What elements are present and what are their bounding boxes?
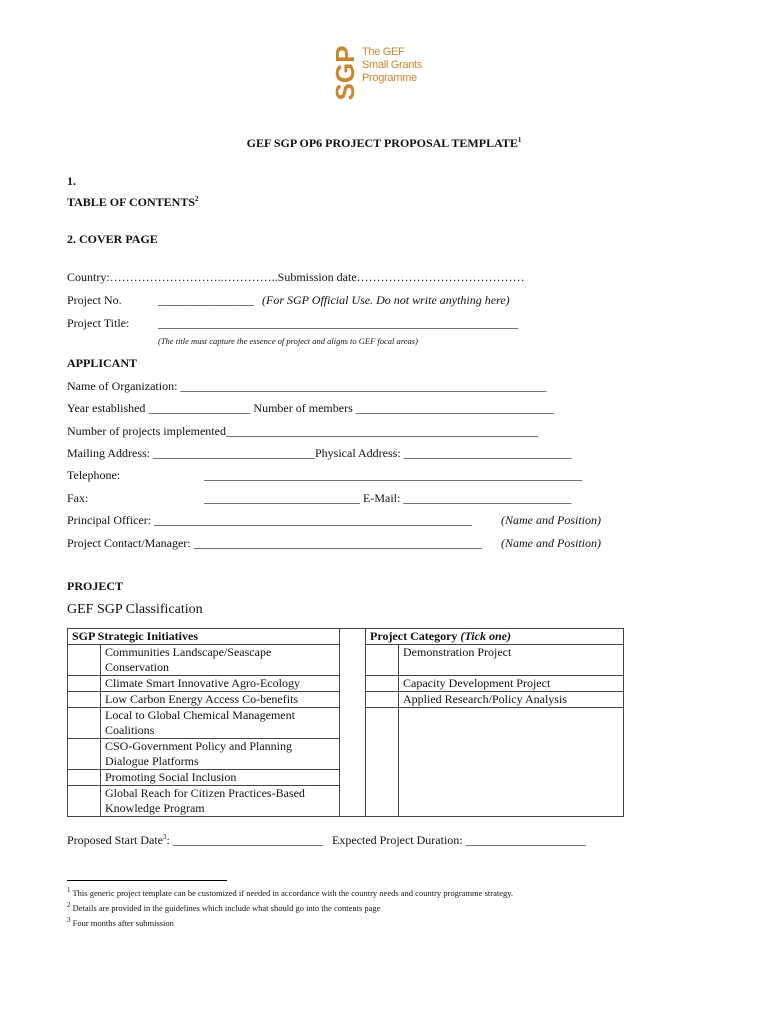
document-title-text: GEF SGP OP6 PROJECT PROPOSAL TEMPLATE (246, 136, 518, 150)
document-title (0, 136, 768, 151)
category-label: Capacity Development Project (399, 676, 624, 692)
start-date-label: Proposed Start Date (67, 833, 163, 847)
footnote-3: $^3$ Four months after submission (67, 916, 174, 928)
category-label: Applied Research/Policy Analysis (399, 692, 624, 708)
address-field[interactable]: Mailing Address: ___________________________Physical Address: ____________________________ (67, 446, 572, 460)
initiative-checkbox[interactable] (68, 770, 101, 786)
footnote-ref-1: 1 (517, 136, 522, 144)
projects-implemented-field[interactable]: Number of projects implemented____________________________________________________ (67, 424, 538, 438)
initiative-label: Promoting Social Inclusion (101, 770, 340, 786)
start-date-line: : _________________________ (166, 833, 323, 847)
initiative-label: CSO-Government Policy and Planning Dialogue Platforms (101, 739, 340, 770)
toc-heading-text: TABLE OF CONTENTS (67, 195, 196, 209)
principal-officer-field[interactable]: Principal Officer: _____________________________________________________ (67, 513, 473, 527)
toc-heading (67, 195, 199, 210)
sgp-logo-mark (330, 44, 360, 102)
category-label: Demonstration Project (399, 645, 624, 676)
project-contact-note: (Name and Position) (501, 536, 601, 550)
logo-line-2: Small Grants (362, 59, 422, 71)
category-checkbox[interactable] (366, 676, 399, 692)
initiative-label: Communities Landscape/Seascape Conservation (101, 645, 340, 676)
initiative-label: Low Carbon Energy Access Co-benefits (101, 692, 340, 708)
table-header-row (68, 629, 624, 645)
initiative-checkbox[interactable] (68, 645, 101, 676)
project-no-label: Project No. (67, 293, 122, 307)
classification-table (67, 628, 624, 817)
category-checkbox[interactable] (366, 692, 399, 708)
footnote-2: $^2$ Details are provided in the guidelines which include what should go into the contents page (67, 901, 381, 913)
fax-label: Fax: (67, 491, 89, 505)
project-title-note: (The title must capture the essence of project and aligns to GEF focal areas) (158, 336, 418, 346)
project-title-field[interactable]: ____________________________________________________________ (158, 316, 518, 330)
logo-line-3: Programme (362, 72, 417, 84)
project-no-field[interactable]: ________________ (158, 293, 254, 307)
project-contact-field[interactable]: Project Contact/Manager: ________________________________________________ (67, 536, 482, 550)
start-date-field[interactable] (67, 833, 323, 848)
initiative-checkbox[interactable] (68, 692, 101, 708)
category-header: Project Category (Tick one) (366, 629, 624, 645)
classification-title: GEF SGP Classification (67, 602, 203, 617)
initiative-checkbox[interactable] (68, 739, 101, 770)
fax-email-field[interactable]: __________________________ E-Mail: ____________________________ (204, 491, 572, 505)
telephone-label: Telephone: (67, 468, 121, 482)
initiative-label: Global Reach for Citizen Practices-Based Knowledge Program (101, 786, 340, 817)
category-checkbox[interactable] (366, 645, 399, 676)
table-spacer-column (340, 629, 366, 817)
project-no-note: (For SGP Official Use. Do not write anything here) (262, 293, 510, 307)
year-members-field[interactable]: Year established _________________ Number of members _________________________________ (67, 401, 554, 415)
initiative-checkbox[interactable] (68, 708, 101, 739)
project-title-label: Project Title: (67, 316, 130, 330)
section-1-number: 1. (67, 174, 76, 188)
principal-officer-note: (Name and Position) (501, 513, 601, 527)
country-submission-field[interactable]: Country:………………………..…………..Submission date…………………………………… (67, 270, 525, 284)
telephone-field[interactable]: _______________________________________________________________ (204, 468, 582, 482)
initiative-checkbox[interactable] (68, 676, 101, 692)
footnote-1: $^1$ This generic project template can be customized if needed in accordance with the country needs and country programme strategy. (67, 886, 514, 898)
organization-name-field[interactable]: Name of Organization: _____________________________________________________________ (67, 379, 547, 393)
initiative-label: Local to Global Chemical Management Coalitions (101, 708, 340, 739)
footnote-ref-3: 3 (162, 833, 167, 841)
cover-page-heading: 2. COVER PAGE (67, 232, 158, 246)
category-empty-cell (399, 708, 624, 817)
applicant-heading: APPLICANT (67, 356, 138, 370)
logo-line-1: The GEF (362, 46, 405, 58)
initiative-label: Climate Smart Innovative Agro-Ecology (101, 676, 340, 692)
project-duration-field[interactable]: Expected Project Duration: ____________________ (332, 833, 586, 847)
category-empty-cell (366, 708, 399, 817)
project-heading: PROJECT (67, 579, 124, 593)
footnote-ref-2: 2 (195, 195, 199, 203)
sgp-logo (330, 44, 424, 102)
sgp-logo-mark-text: SGP (330, 45, 360, 101)
initiatives-header: SGP Strategic Initiatives (68, 629, 340, 645)
footnote-divider (67, 880, 227, 881)
initiative-checkbox[interactable] (68, 786, 101, 817)
sgp-logo-text (362, 46, 422, 85)
